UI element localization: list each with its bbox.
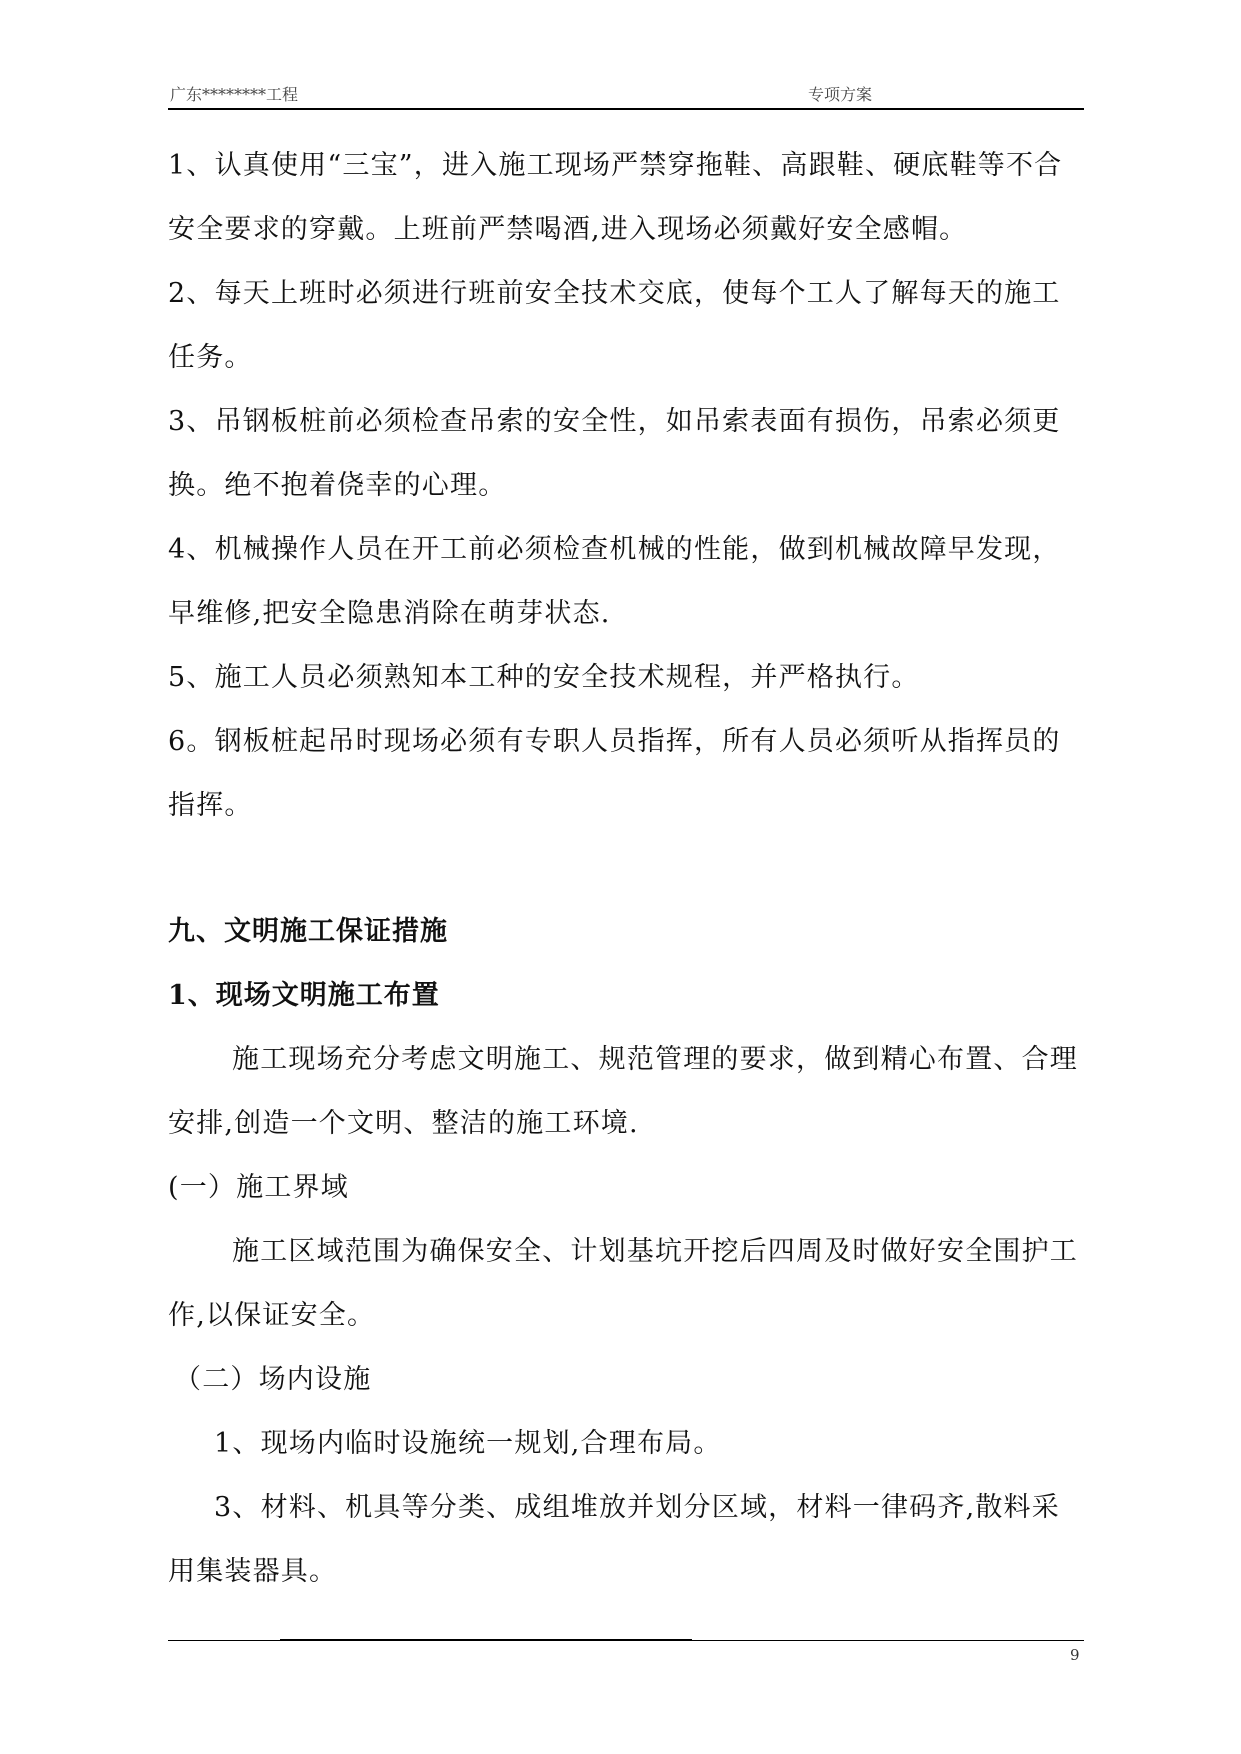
page-content (168, 134, 1086, 1604)
safety-item-5: 5、施工人员必须熟知本工种的安全技术规程，并严格执行。 (168, 662, 920, 693)
footer-rule-thick (280, 1639, 692, 1641)
header-project-name: 广东********工程 (170, 85, 299, 104)
section-gap (168, 838, 1086, 900)
safety-item-4: 4、机械操作人员在开工前必须检查机械的性能，做到机械故障早发现，早维修,把安全隐患消除在萌芽状态. (168, 534, 1061, 629)
page-number: 9 (1070, 1646, 1080, 1664)
header-doc-type: 专项方案 (808, 85, 873, 104)
part2-title: （二）场内设施 (174, 1364, 372, 1395)
safety-item-1: 1、认真使用“三宝”，进入施工现场严禁穿拖鞋、高跟鞋、硬底鞋等不合安全要求的穿戴。上班前严禁喝酒,进入现场必须戴好安全感帽。 (168, 150, 1063, 245)
footer-rule (168, 1640, 1084, 1641)
safety-item-3: 3、吊钢板桩前必须检查吊索的安全性，如吊索表面有损伤，吊索必须更换。绝不抱着侥幸的心理。 (168, 406, 1061, 501)
subsection-heading: 1、现场文明施工布置 (168, 980, 440, 1011)
part1-title: (一）施工界域 (168, 1172, 349, 1203)
part2-item-2: 3、材料、机具等分类、成组堆放并划分区域，材料一律码齐,散料采用集装器具。 (168, 1492, 1060, 1587)
intro-paragraph: 施工现场充分考虑文明施工、规范管理的要求，做到精心布置、合理安排,创造一个文明、整洁的施工环境. (168, 1044, 1078, 1139)
safety-item-2: 2、每天上班时必须进行班前安全技术交底，使每个工人了解每天的施工任务。 (168, 278, 1061, 373)
part1-text: 施工区域范围为确保安全、计划基坑开挖后四周及时做好安全围护工作,以保证安全。 (168, 1236, 1078, 1331)
section-heading: 九、文明施工保证措施 (168, 916, 448, 947)
part2-item-1: 1、现场内临时设施统一规划,合理布局。 (214, 1428, 722, 1459)
safety-item-6: 6。钢板桩起吊时现场必须有专职人员指挥，所有人员必须听从指挥员的指挥。 (168, 726, 1061, 821)
page-header (168, 82, 1084, 110)
